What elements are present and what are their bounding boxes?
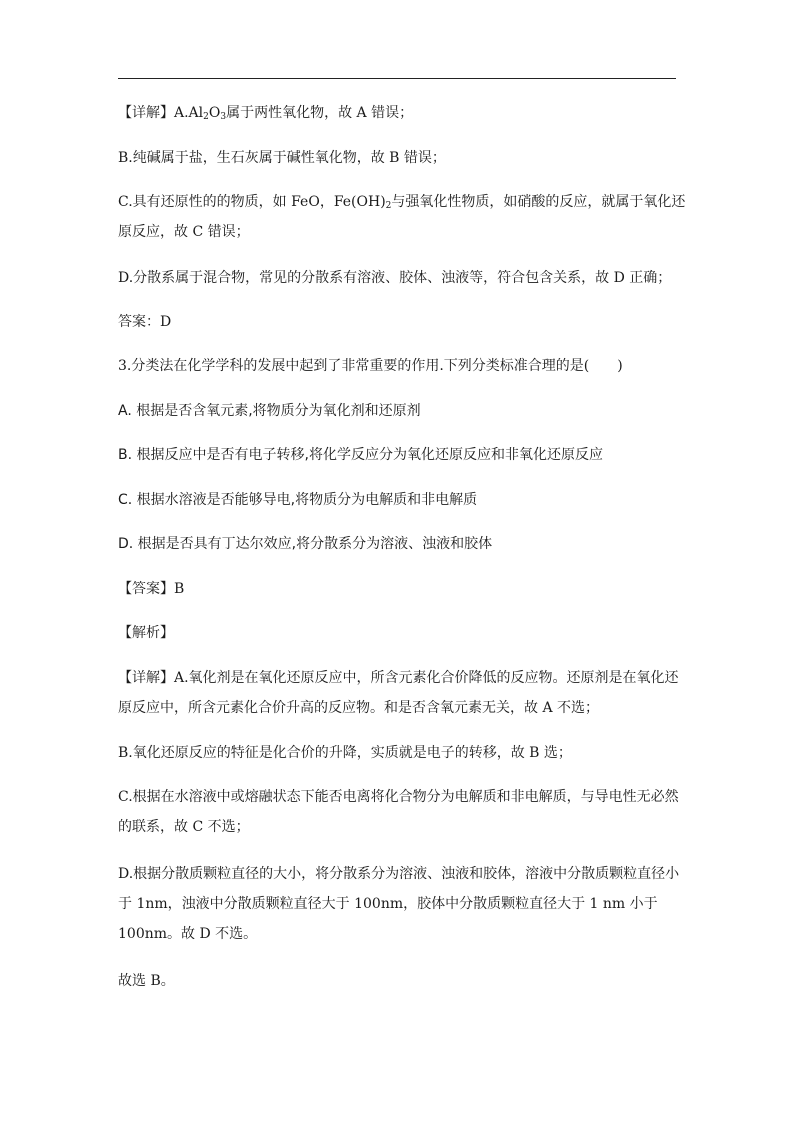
detail-d-paragraph: D.分散系属于混合物，常见的分散系有溶液、胶体、浊液等，符合包含关系，故 D 正确； (118, 270, 672, 286)
explanation-d (118, 859, 680, 949)
detail-c-line-1 (118, 187, 686, 217)
explanation-c-line-2: 的联系，故 C 不选； (118, 819, 250, 835)
option-d: D. 根据是否具有丁达尔效应,将分散系分为溶液、浊液和胶体 (118, 536, 493, 552)
detail-a-text: 【详解】A.Al (118, 105, 204, 121)
detail-c-line-1-a: C.具有还原性的的物质，如 FeO，Fe(OH) (118, 194, 386, 210)
detail-a-text-2: O (208, 105, 221, 121)
subscript-2: 2 (385, 201, 392, 211)
final-answer: 故选 B。 (118, 973, 175, 989)
detail-a-paragraph (118, 98, 680, 128)
option-c: C. 根据水溶液是否能够导电,将物质分为电解质和非电解质 (118, 492, 478, 508)
explanation-b: B.氧化还原反应的特征是化合价的升降，实质就是电子的转移，故 B 选； (118, 745, 572, 761)
detail-c-paragraph (118, 187, 686, 247)
answer-d: 答案：D (118, 314, 172, 330)
explanation-c (118, 782, 680, 842)
explanation-d-line-3: 100nm。故 D 不选。 (118, 926, 258, 942)
analysis-label: 【解析】 (118, 625, 174, 641)
explanation-d-line-2: 于 1nm，浊液中分散质颗粒直径大于 100nm，胶体中分散质颗粒直径大于 1 nm 小于 (118, 896, 658, 912)
detail-c-line-2: 原反应，故 C 错误； (118, 224, 250, 240)
answer-label: 【答案】B (118, 581, 185, 597)
detail-a-text-3: 属于两性氧化物，故 A 错误； (226, 105, 414, 121)
option-a: A. 根据是否含氧元素,将物质分为氧化剂和还原剂 (118, 403, 421, 419)
detail-c-line-1-b: 与强氧化性物质，如硝酸的反应，就属于氧化还 (391, 194, 686, 210)
explanation-a-line-1: 【详解】A.氧化剂是在氧化还原反应中，所含元素化合价降低的反应物。还原剂是在氧化还 (118, 670, 679, 686)
subscript-3: 3 (220, 112, 227, 122)
explanation-d-line-1: D.根据分散质颗粒直径的大小，将分散系分为溶液、浊液和胶体，溶液中分散质颗粒直径小 (118, 866, 680, 882)
subscript-2: 2 (203, 112, 209, 122)
question-3: 3.分类法在化学学科的发展中起到了非常重要的作用.下列分类标准合理的是( ) (118, 358, 623, 374)
option-b: B. 根据反应中是否有电子转移,将化学反应分为氧化还原反应和非氧化还原反应 (118, 447, 603, 463)
header-rule (118, 78, 676, 79)
detail-b-paragraph: B.纯碱属于盐，生石灰属于碱性氧化物，故 B 错误； (118, 150, 446, 166)
explanation-a (118, 663, 680, 723)
explanation-a-line-2: 原反应中，所含元素化合价升高的反应物。和是否含氧元素无关，故 A 不选； (118, 700, 600, 716)
explanation-c-line-1: C.根据在水溶液中或熔融状态下能否电离将化合物分为电解质和非电解质，与导电性无必然 (118, 789, 679, 805)
